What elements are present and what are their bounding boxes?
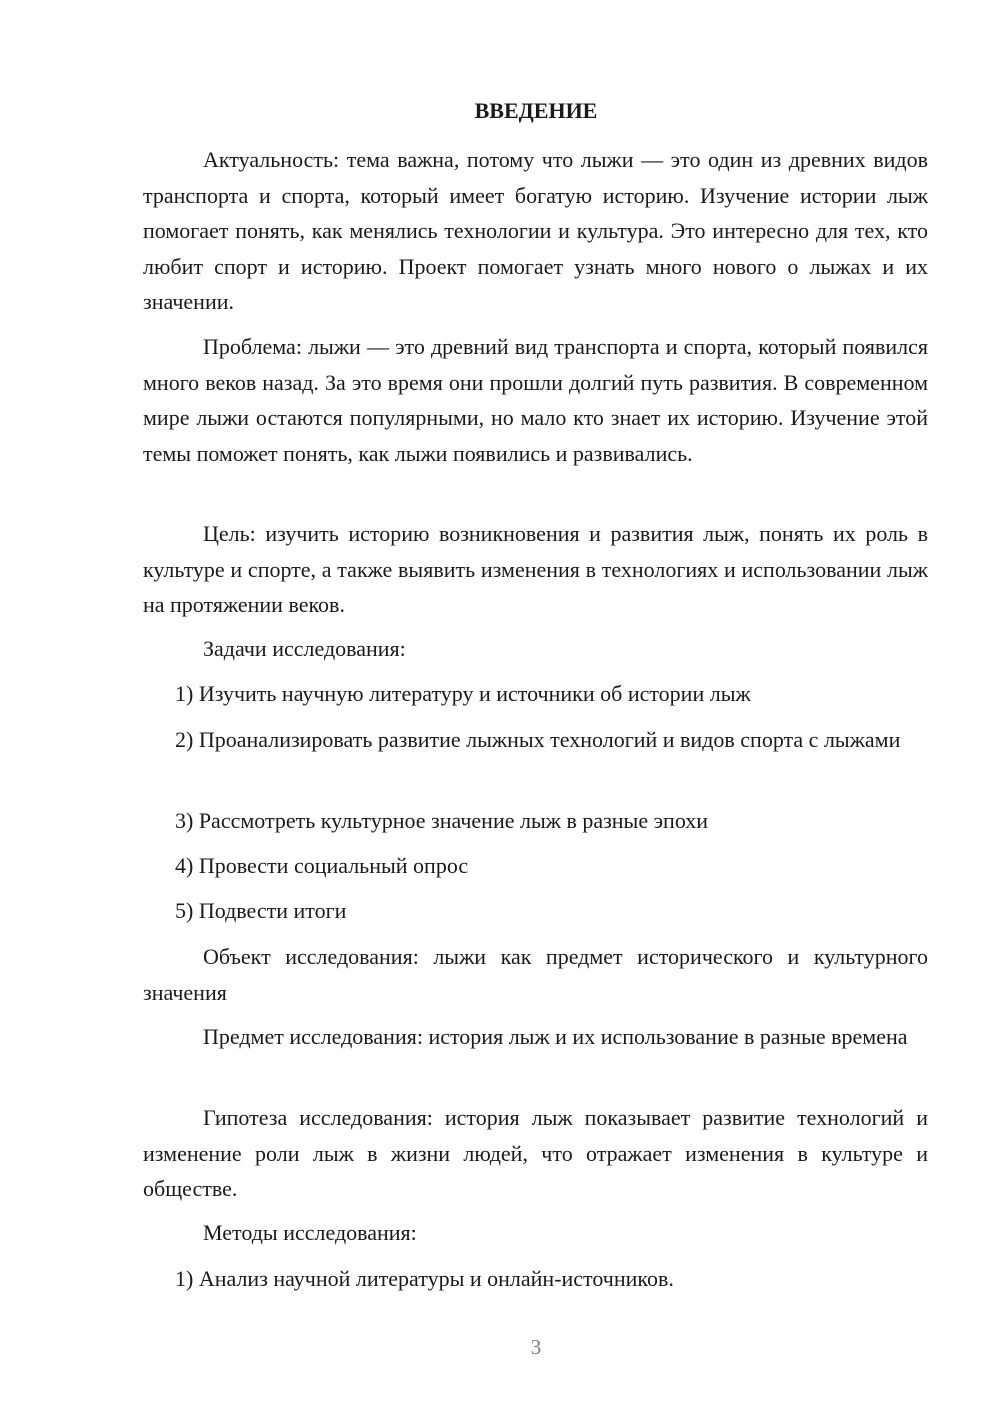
- tasks-heading: Задачи исследования:: [203, 636, 406, 661]
- task-item: 2) Проанализировать развитие лыжных технологий и видов спорта с лыжами: [175, 727, 901, 752]
- subject-paragraph: Предмет исследования: история лыж и их использование в разные времена: [203, 1024, 908, 1049]
- hypothesis-paragraph: Гипотеза исследования: история лыж показывает развитие технологий и изменение роли лыж в жизни людей, что отражает изменения в культуре и обществе.: [143, 1105, 928, 1201]
- relevance-paragraph: Актуальность: тема важна, потому что лыжи — это один из древних видов транспорта и спорта, который имеет богатую историю. Изучение истории лыж помогает понять, как менялись технологии и культура. Это интересно для тех, кто любит спорт и историю. Проект помогает узнать много нового о лыжах и их значении.: [143, 147, 928, 314]
- task-item: 3) Рассмотреть культурное значение лыж в разные эпохи: [175, 808, 709, 833]
- problem-paragraph: Проблема: лыжи — это древний вид транспорта и спорта, который появился много веков назад. За это время они прошли долгий путь развития. В современном мире лыжи остаются популярными, но мало кто знает их историю. Изучение этой темы поможет понять, как лыжи появились и развивались.: [143, 334, 928, 466]
- object-paragraph: Объект исследования: лыжи как предмет исторического и культурного значения: [143, 944, 928, 1005]
- page-title: ВВЕДЕНИЕ: [474, 98, 598, 123]
- methods-heading: Методы исследования:: [203, 1220, 417, 1245]
- task-item: 1) Изучить научную литературу и источники об истории лыж: [175, 681, 751, 706]
- page-number: 3: [530, 1335, 542, 1359]
- task-item: 5) Подвести итоги: [175, 898, 347, 923]
- goal-paragraph: Цель: изучить историю возникновения и развития лыж, понять их роль в культуре и спорте, а также выявить изменения в технологиях и использовании лыж на протяжении веков.: [143, 521, 928, 617]
- task-item: 4) Провести социальный опрос: [175, 853, 469, 878]
- method-item: 1) Анализ научной литературы и онлайн-источников.: [175, 1266, 674, 1291]
